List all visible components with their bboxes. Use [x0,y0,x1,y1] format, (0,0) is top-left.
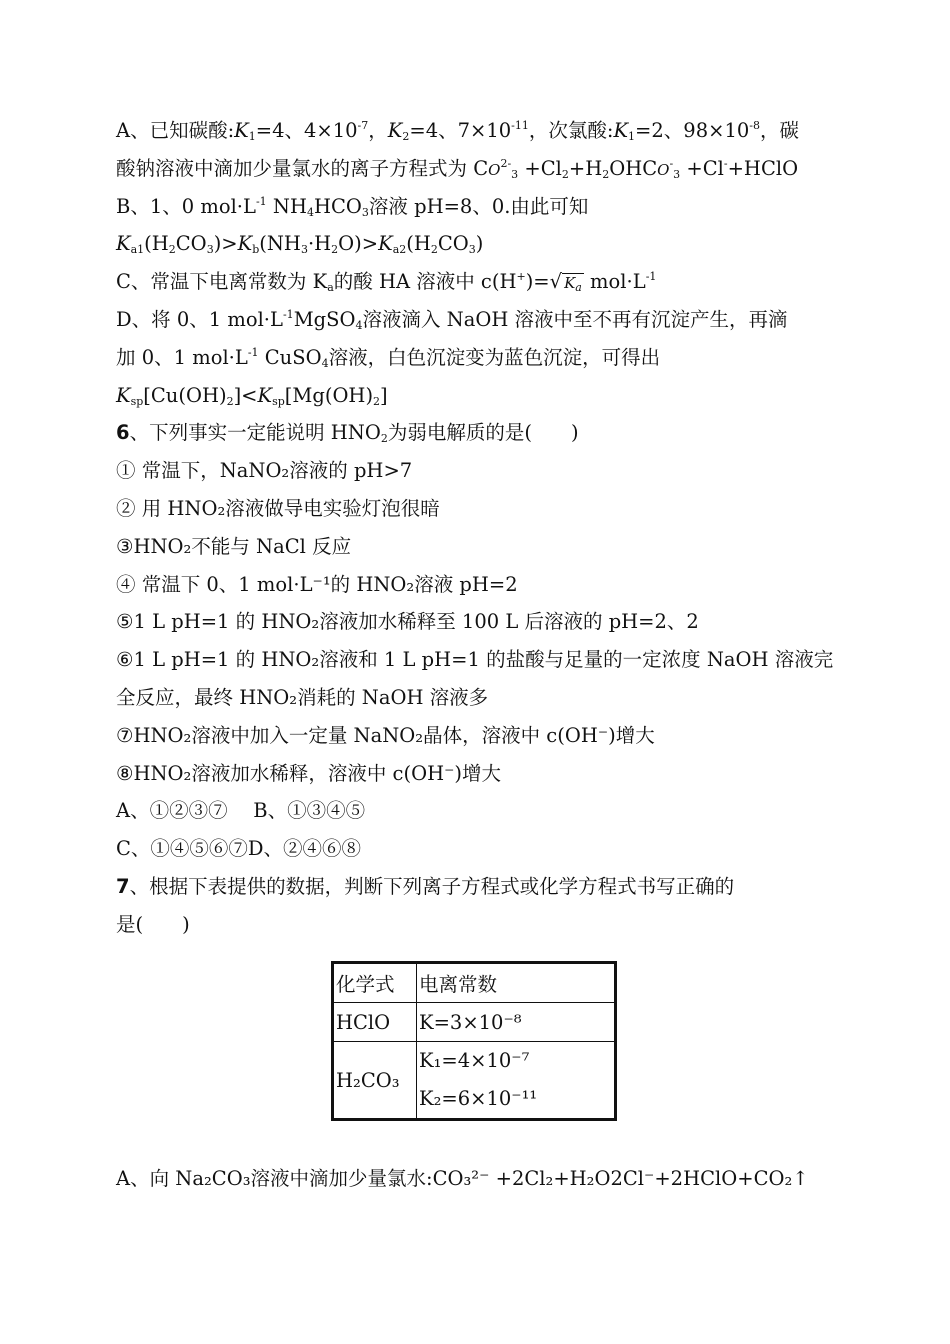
subscript: a [327,281,334,295]
superscript: - [669,156,674,170]
q6-item: ⑦HNO₂溶液中加入一定量 NaNO₂晶体，溶液中 c(OH⁻)增大 [116,723,655,747]
table-cell: H₂CO₃ [333,1042,417,1120]
subscript: 3 [468,243,476,257]
text: CuSO [258,345,322,369]
text: =4、7×10 [409,119,512,142]
subscript: 2 [331,243,339,257]
k-symbol: K [613,119,629,142]
q5-option-a-line2 [116,150,836,188]
k-symbol: K [234,119,249,142]
subscript: 3 [361,205,369,219]
text: ] [380,383,388,407]
k-symbol: K [387,119,403,142]
table-cell-line: K₁=4×10⁻⁷ [419,1049,530,1072]
subscript: 2 [380,432,388,446]
text: 加 0、1 mol·L [116,345,248,369]
text: 溶液，白色沉淀变为蓝色沉淀，可得出 [328,345,661,369]
text: (NH [259,232,301,256]
text: ，次氯酸: [528,119,614,142]
subscript: 3 [673,167,681,181]
table-cell: K=3×10⁻⁸ [417,1003,616,1042]
superscript: -1 [255,194,267,208]
k-symbol: K [257,383,273,407]
text: 、下列事实一定能说明 HNO [129,421,381,445]
subscript: sp [130,394,144,408]
text: B、1、0 mol·L [116,194,256,218]
subscript: 2 [602,167,610,181]
subscript: 2 [373,394,381,408]
subscript: 2 [226,394,234,408]
ionization-constant-table [331,961,617,1121]
subscript: a [575,281,582,295]
text: MgSO [293,307,356,331]
question-number: 7 [116,874,130,898]
subscript: 3 [206,243,214,257]
text: 为弱电解质的是( ) [387,421,579,445]
subscript: 1 [248,130,256,143]
subscript: 4 [355,318,363,332]
text: D、将 0、1 mol·L [116,307,283,331]
text: )> [213,232,238,256]
text: )= [525,270,550,294]
ion-symbol: O [488,160,501,179]
q7-option-a: A、向 Na₂CO₃溶液中滴加少量氯水:CO₃²⁻ +2Cl₂+H₂O2Cl⁻+2HClO+CO₂↑ [116,1167,809,1190]
subscript: 3 [300,243,308,257]
superscript: -7 [357,119,369,132]
k-symbol: K [116,383,131,407]
text: mol·L [583,270,646,294]
table-header-cell: 电离常数 [417,963,616,1003]
subscript: a1 [130,243,145,257]
text: OHC [609,156,658,180]
text: [Cu(OH) [143,383,227,407]
subscript: a2 [392,243,407,257]
superscript: -11 [511,119,529,132]
table-cell: HClO [333,1003,417,1042]
sqrt-symbol: √ [549,270,563,294]
text: ]< [233,383,258,407]
q6-item: ④ 常温下 0、1 mol·L⁻¹的 HNO₂溶液 pH=2 [116,572,518,596]
superscript: 2 [500,156,508,170]
q6-item: ⑤1 L pH=1 的 HNO₂溶液加水稀释至 100 L 后溶液的 pH=2、2 [116,610,699,634]
table-header-cell: 化学式 [333,963,417,1003]
superscript: - [723,156,728,170]
subscript: 3 [511,167,519,181]
q5-option-d-line3 [116,377,836,415]
text: CO [437,232,469,256]
q5-option-c [116,263,836,301]
superscript: - [507,156,512,170]
text: =4、4×10 [255,119,358,142]
text: C、常温下电离常数为 K [116,270,328,294]
text: NH [266,194,307,218]
text: HCO [313,194,362,218]
text: K [564,274,576,293]
text: O)> [338,232,379,256]
subscript: 1 [628,130,636,143]
table-row [333,1042,616,1120]
subscript: 2 [561,167,569,181]
q6-item: ⑥1 L pH=1 的 HNO₂溶液和 1 L pH=1 的盐酸与足量的一定浓度 NaOH 溶液完 [116,648,834,672]
text: 的酸 HA 溶液中 c(H [333,270,517,294]
q5-option-b-line2 [116,225,836,263]
subscript: 2 [402,130,410,143]
subscript: 4 [306,205,314,219]
text: ) [475,232,484,256]
q6-item: 全反应，最终 HNO₂消耗的 NaOH 溶液多 [116,685,489,709]
q6-item: ① 常温下，NaNO₂溶液的 pH>7 [116,459,413,483]
q5-option-d-line1 [116,301,836,339]
text: +Cl [680,156,724,180]
table-header-row [333,963,616,1003]
text: 溶液滴入 NaOH 溶液中至不再有沉淀产生，再滴 [362,307,788,331]
superscript: -8 [749,119,760,132]
subscript: 2 [430,243,438,257]
text: CO [175,232,207,256]
text: ，碳 [759,119,799,142]
subscript: b [252,243,260,257]
q6-stem [116,414,836,452]
q7-stem-line1 [116,868,836,906]
document-body [116,112,836,944]
text: ·H [307,232,332,256]
superscript: -1 [282,307,294,321]
text: (H [406,232,431,256]
text: +Cl [518,156,562,180]
text: =2、98×10 [635,119,750,142]
text: A、已知碳酸: [116,119,235,142]
superscript: + [516,270,526,284]
text: 溶液 pH=8、0.由此可知 [368,194,589,218]
text: 、根据下表提供的数据，判断下列离子方程式或化学方程式书写正确的 [129,874,735,898]
superscript: -1 [645,270,657,284]
subscript: 4 [321,356,329,370]
question-number: 6 [116,421,130,445]
table-cell-line: K₂=6×10⁻¹¹ [419,1087,538,1110]
q5-option-d-line2 [116,339,836,377]
q6-item: ⑧HNO₂溶液加水稀释，溶液中 c(OH⁻)增大 [116,761,501,785]
text: +H [568,156,603,180]
q6-item: ② 用 HNO₂溶液做导电实验灯泡很暗 [116,496,440,520]
q6-item: ③HNO₂不能与 NaCl 反应 [116,534,352,558]
table-cell [417,1042,616,1120]
text: +HClO [727,156,799,180]
k-symbol: K [237,232,253,256]
q5-option-b-line1 [116,188,836,226]
k-symbol: K [378,232,393,256]
subscript: 2 [168,243,176,257]
superscript: -1 [247,345,259,359]
q6-choices-line1: A、①②③⑦ B、①③④⑤ [116,799,366,823]
text: ， [368,119,388,142]
text: 酸钠溶液中滴加少量氯水的离子方程式为 C [116,156,489,180]
text: [Mg(OH) [284,383,374,407]
sqrt-radicand [562,273,584,295]
subscript: sp [272,394,285,408]
ion-symbol: O [657,160,670,179]
q5-option-a-line1 [116,112,836,150]
q7-stem-line2: 是( ) [116,912,190,936]
table-row [333,1003,616,1042]
text: (H [144,232,169,256]
q6-choices-line2: C、①④⑤⑥⑦D、②④⑥⑧ [116,837,362,861]
k-symbol: K [116,232,131,256]
